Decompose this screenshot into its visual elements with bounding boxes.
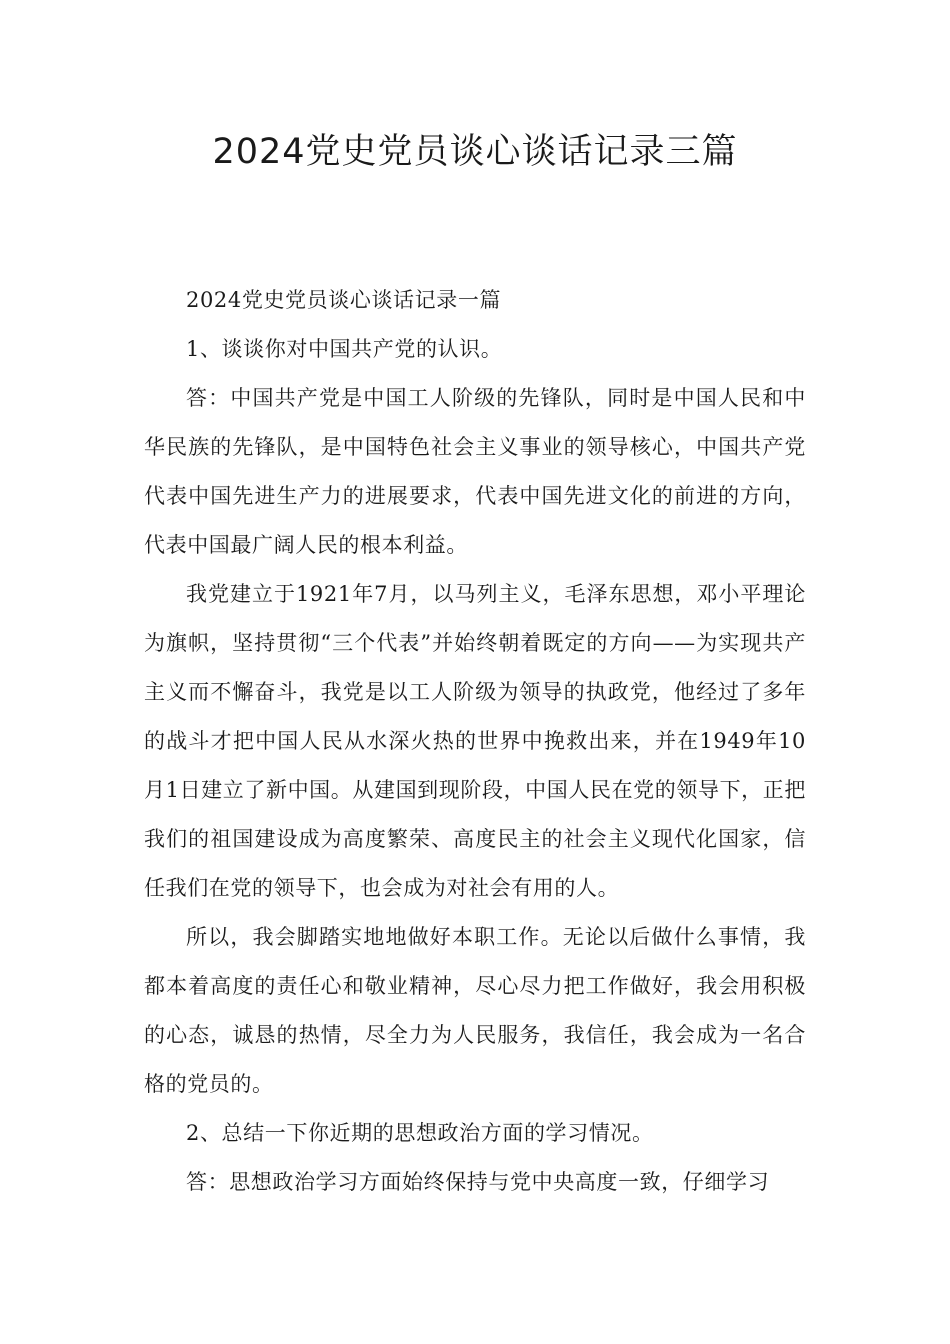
document-title: 2024党史党员谈心谈话记录三篇 [212, 132, 738, 172]
answer-1-paragraph: 我党建立于1921年7月，以马列主义，毛泽东思想，邓小平理论为旗帜，坚持贯彻“三个代表”并始终朝着既定的方向——为实现共产主义而不懈奋斗，我党是以工人阶级为领导的执政党，他经过了多年的战斗才把中国人民从水深火热的世界中挽救出来，并在1949年10月1日建立了新中国。从建国到现阶段，中国人民在党的领导下，正把我们的祖国建设成为高度繁荣、高度民主的社会主义现代化国家，信任我们在党的领导下，也会成为对社会有用的人。 [144, 582, 806, 900]
document-body [144, 276, 806, 1207]
answer-1-paragraph: 答：中国共产党是中国工人阶级的先锋队，同时是中国人民和中华民族的先锋队，是中国特色社会主义事业的领导核心，中国共产党代表中国先进生产力的进展要求，代表中国先进文化的前进的方向，代表中国最广阔人民的根本利益。 [144, 386, 806, 557]
question-2: 2、总结一下你近期的思想政治方面的学习情况。 [186, 1121, 654, 1145]
section-heading: 2024党史党员谈心谈话记录一篇 [186, 288, 502, 312]
answer-1-paragraph: 所以，我会脚踏实地地做好本职工作。无论以后做什么事情，我都本着高度的责任心和敬业精神，尽心尽力把工作做好，我会用积极的心态，诚恳的热情，尽全力为人民服务，我信任，我会成为一名合格的党员的。 [144, 925, 806, 1096]
question-1: 1、谈谈你对中国共产党的认识。 [186, 337, 503, 361]
answer-2-paragraph: 答：思想政治学习方面始终保持与党中央高度一致，仔细学习 [186, 1170, 770, 1194]
